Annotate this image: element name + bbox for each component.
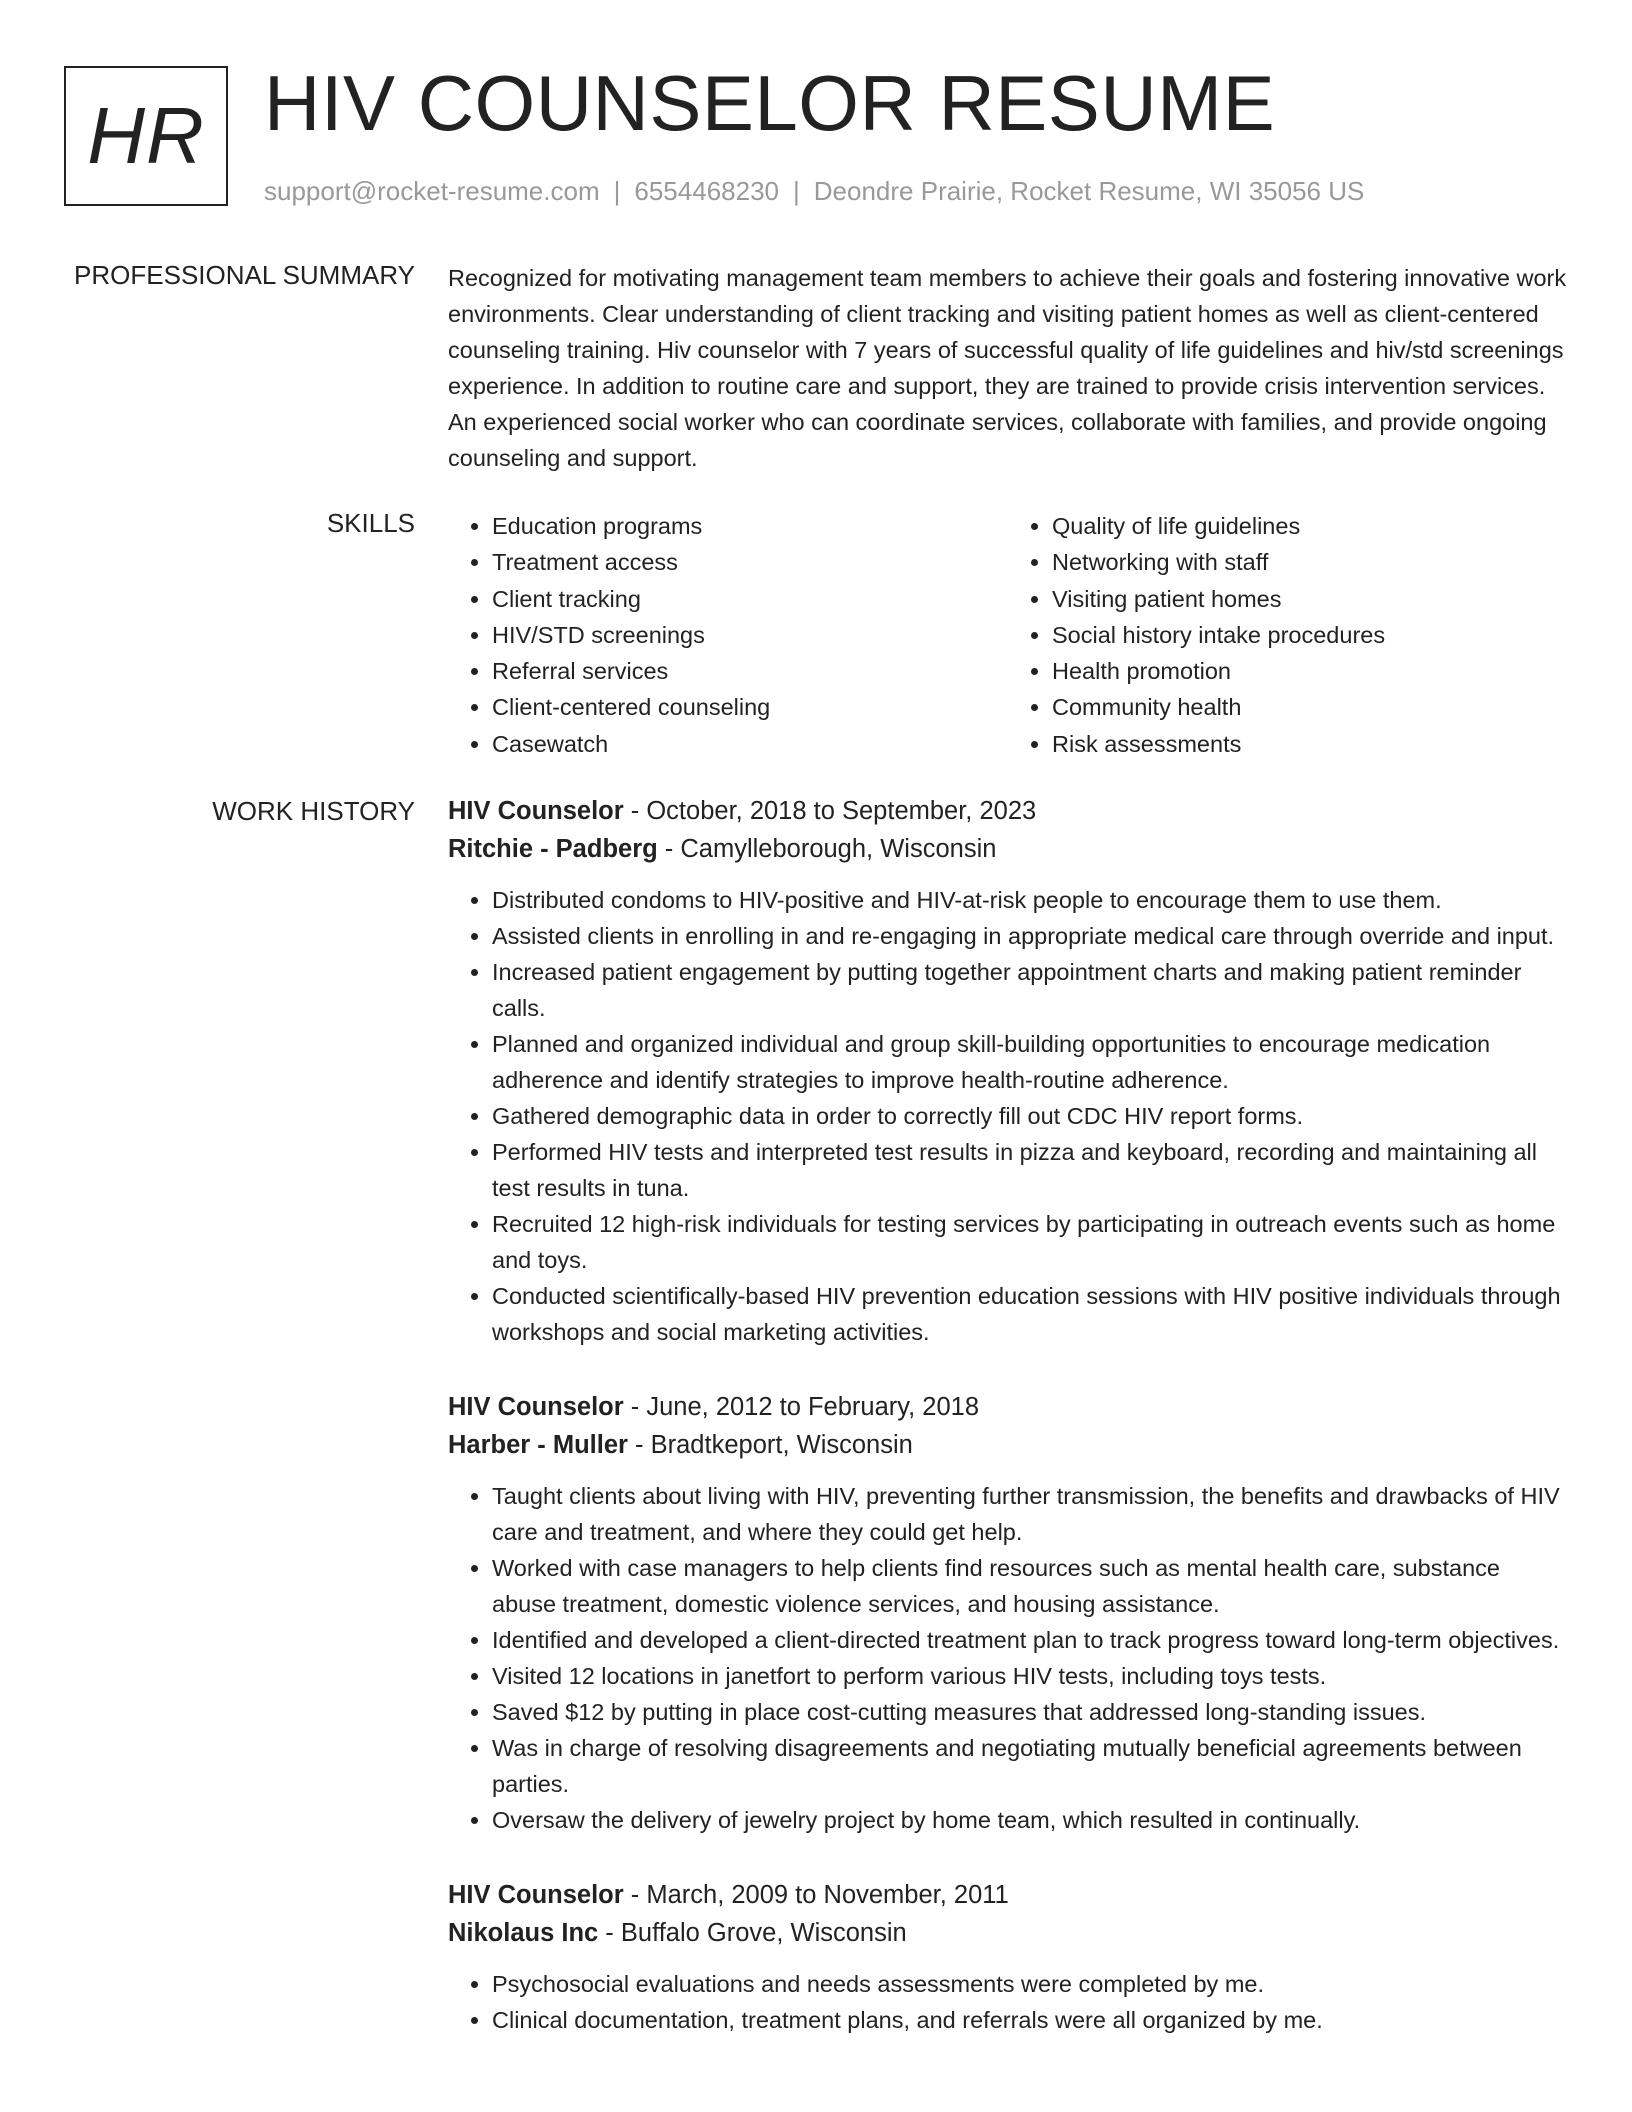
job-bullet: • Clinical documentation, treatment plans, and referrals were all organized by me. — [492, 2002, 1568, 2038]
job-bullet: • Psychosocial evaluations and needs assessments were completed by me. — [492, 1966, 1568, 2002]
contact-phone: 6554468230 — [634, 176, 779, 206]
skill-item: • Treatment access — [492, 544, 1008, 580]
skill-item: • Quality of life guidelines — [1052, 508, 1568, 544]
skill-item: • Community health — [1052, 689, 1568, 725]
job-title: HIV Counselor — [448, 1393, 624, 1421]
job-title: HIV Counselor — [448, 1881, 624, 1909]
skill-item: • Health promotion — [1052, 653, 1568, 689]
skills-list-left — [448, 508, 1008, 762]
job-bullet: • Taught clients about living with HIV, preventing further transmission, the benefits and drawbacks of HIV care and treatment, and where they could get help. — [492, 1478, 1568, 1550]
job-entry — [448, 1876, 1568, 2038]
job-company: Harber - Muller — [448, 1431, 628, 1459]
job-bullet: • Visited 12 locations in janetfort to perform various HIV tests, including toys tests. — [492, 1658, 1568, 1694]
job-bullets — [448, 882, 1568, 1350]
contact-email: support@rocket-resume.com — [264, 176, 600, 206]
skill-item: • Referral services — [492, 653, 1008, 689]
monogram-initials: HR — [87, 91, 205, 180]
skills-heading: SKILLS — [326, 508, 415, 538]
job-bullet: • Was in charge of resolving disagreements and negotiating mutually beneficial agreements between parties. — [492, 1730, 1568, 1802]
skill-item: • Risk assessments — [1052, 726, 1568, 762]
skill-item: • Education programs — [492, 508, 1008, 544]
skill-item: • Client-centered counseling — [492, 689, 1008, 725]
skill-item: • Casewatch — [492, 726, 1008, 762]
work-history-heading: WORK HISTORY — [212, 796, 415, 826]
job-bullet: • Increased patient engagement by putting together appointment charts and making patient reminder calls. — [492, 954, 1568, 1026]
contact-separator: | — [793, 176, 800, 206]
job-location: - Bradtkeport, Wisconsin — [627, 1431, 913, 1459]
monogram-badge — [64, 66, 228, 206]
skill-item: • Visiting patient homes — [1052, 581, 1568, 617]
contact-address: Deondre Prairie, Rocket Resume, WI 35056 US — [813, 176, 1365, 206]
job-title-line — [448, 792, 1568, 830]
job-location: - Buffalo Grove, Wisconsin — [598, 1919, 907, 1947]
job-bullet: • Assisted clients in enrolling in and re-engaging in appropriate medical care through override and input. — [492, 918, 1568, 954]
job-bullet: • Oversaw the delivery of jewelry project by home team, which resulted in continually. — [492, 1802, 1568, 1838]
job-bullet: • Distributed condoms to HIV-positive and HIV-at-risk people to encourage them to use them. — [492, 882, 1568, 918]
job-bullets — [448, 1478, 1568, 1838]
job-company-line — [448, 1914, 1568, 1952]
resume-title: HIV COUNSELOR RESUME — [264, 59, 1276, 147]
summary-heading: PROFESSIONAL SUMMARY — [74, 260, 415, 290]
job-bullets — [448, 1966, 1568, 2038]
job-bullet: • Saved $12 by putting in place cost-cutting measures that addressed long-standing issues. — [492, 1694, 1568, 1730]
job-entry — [448, 792, 1568, 1350]
skill-item: • Client tracking — [492, 581, 1008, 617]
contact-line — [264, 176, 1364, 207]
job-company: Ritchie - Padberg — [448, 835, 658, 863]
job-title-line — [448, 1876, 1568, 1914]
job-bullet: • Recruited 12 high-risk individuals for testing services by participating in outreach events such as home and toys. — [492, 1206, 1568, 1278]
contact-separator: | — [613, 176, 621, 206]
job-location: - Camylleborough, Wisconsin — [657, 835, 997, 863]
job-title-line — [448, 1388, 1568, 1426]
job-bullet: • Conducted scientifically-based HIV prevention education sessions with HIV positive individuals through workshops and social marketing activities. — [492, 1278, 1568, 1350]
skills-list-right — [1008, 508, 1568, 762]
job-dates: - March, 2009 to November, 2011 — [623, 1881, 1009, 1909]
job-bullet: • Gathered demographic data in order to correctly fill out CDC HIV report forms. — [492, 1098, 1568, 1134]
job-bullet: • Identified and developed a client-directed treatment plan to track progress toward long-term objectives. — [492, 1622, 1568, 1658]
skill-item: • Social history intake procedures — [1052, 617, 1568, 653]
summary-text: Recognized for motivating management team members to achieve their goals and fostering innovative work environments. Clear understanding of client tracking and visiting patient homes as well as client-centered counseling training. Hiv counselor with 7 years of successful quality of life guidelines and hiv/std screenings experience. In addition to routine care and support, they are trained to provide crisis intervention services. An experienced social worker who can coordinate services, collaborate with families, and provide ongoing counseling and support. — [448, 265, 1567, 471]
job-entry — [448, 1388, 1568, 1838]
job-company: Nikolaus Inc — [448, 1919, 599, 1947]
skill-item: • Networking with staff — [1052, 544, 1568, 580]
job-bullet: • Planned and organized individual and group skill-building opportunities to encourage medication adherence and identify strategies to improve health-routine adherence. — [492, 1026, 1568, 1098]
job-company-line — [448, 830, 1568, 868]
job-company-line — [448, 1426, 1568, 1464]
job-bullet: • Performed HIV tests and interpreted test results in pizza and keyboard, recording and maintaining all test results in tuna. — [492, 1134, 1568, 1206]
job-bullet: • Worked with case managers to help clients find resources such as mental health care, substance abuse treatment, domestic violence services, and housing assistance. — [492, 1550, 1568, 1622]
job-title: HIV Counselor — [448, 797, 624, 825]
job-dates: - June, 2012 to February, 2018 — [623, 1393, 980, 1421]
skill-item: • HIV/STD screenings — [492, 617, 1008, 653]
job-dates: - October, 2018 to September, 2023 — [623, 797, 1037, 825]
